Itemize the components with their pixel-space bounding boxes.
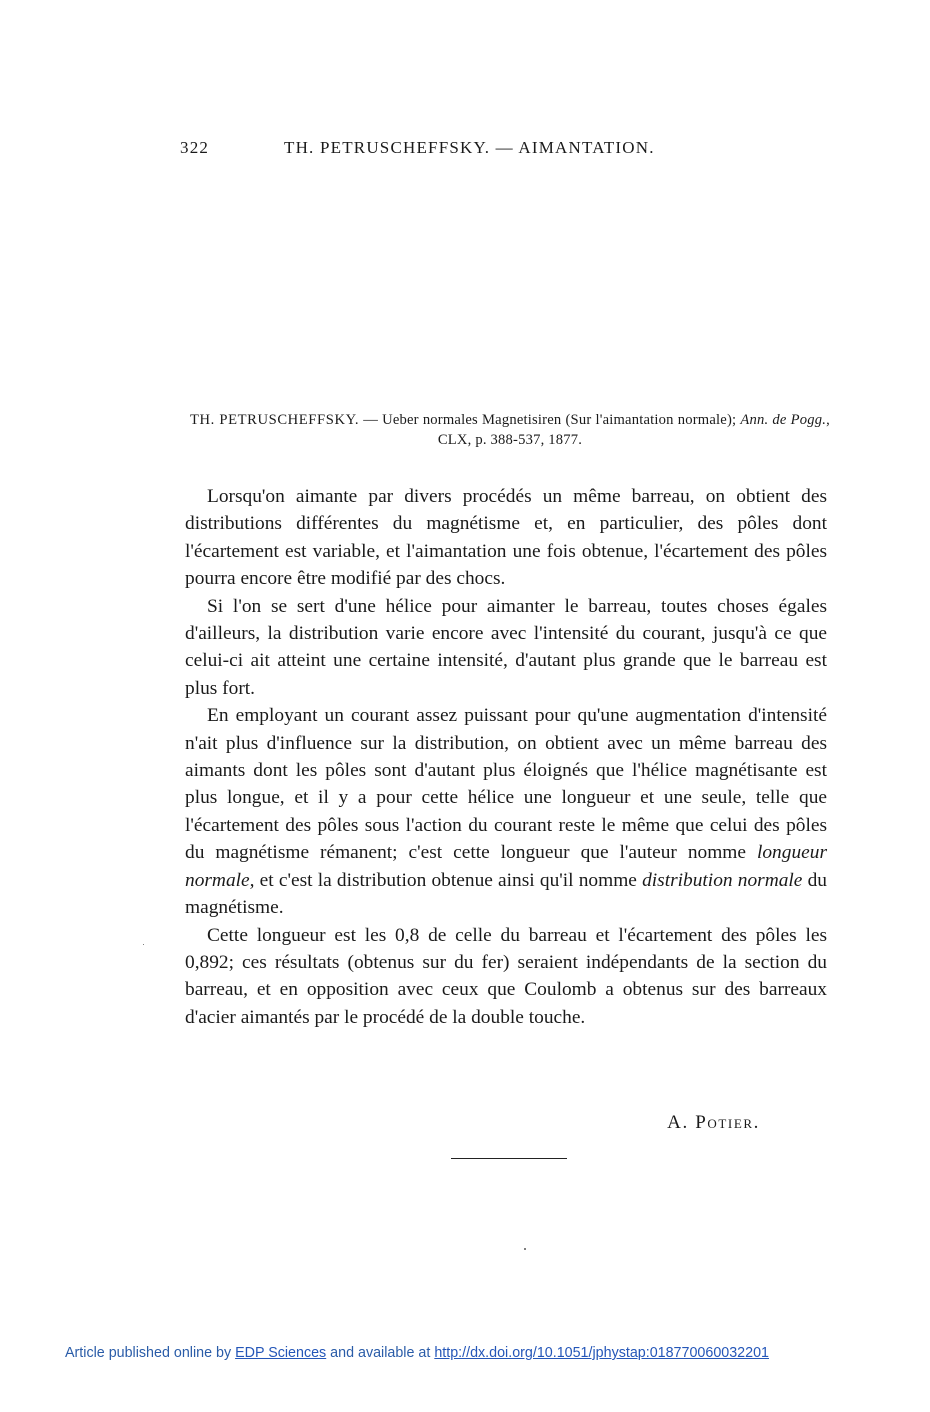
bibliographic-reference — [190, 410, 830, 450]
footer-prefix: Article published online by — [65, 1345, 236, 1361]
scan-speck — [143, 944, 144, 945]
running-title: TH. PETRUSCHEFFSKY. — AIMANTATION. — [284, 138, 655, 157]
signature — [560, 1112, 760, 1134]
article-body — [185, 483, 827, 1031]
paragraph-4: Cette longueur est les 0,8 de celle du barreau et l'écartement des pôles les 0,892; ces résultats (obtenus sur du fer) seraient indépendants de la section du barreau, et en opposition avec ceux que Coulomb a obtenus sur des barreaux d'acier aimantés par le procédé de la double touche. — [185, 924, 827, 1028]
paragraph-1: Lorsqu'on aimante par divers procédés un même barreau, on obtient des distributions différentes du magnétisme et, en particulier, des pôles dont l'écartement est variable, et l'aimantation une fois obtenue, l'écartement des pôles pourra encore être modifié par des chocs. — [185, 486, 827, 590]
end-rule — [451, 1158, 567, 1159]
signature-surname: Potier. — [695, 1112, 760, 1133]
paragraph-3 — [185, 702, 827, 921]
publication-footer — [65, 1345, 885, 1361]
scan-speck — [524, 1248, 526, 1250]
reference-author: TH. PETRUSCHEFFSKY. — [190, 412, 360, 428]
term-longueur-normale: longueur normale, — [185, 842, 827, 891]
paragraph-2: Si l'on se sert d'une hélice pour aimanter le barreau, toutes choses égales d'ailleurs, la distribution varie encore avec l'intensité du courant, jusqu'à ce que celui-ci ait atteint une certaine intensité, d'autant plus grande que le barreau est plus fort. — [185, 595, 827, 699]
reference-details: , CLX, p. 388-537, 1877. — [437, 412, 830, 448]
paragraph-3-part-b: et c'est la distribution obtenue ainsi qu'il nomme — [254, 869, 643, 891]
paragraph-3-part-a: En employant un courant assez puissant pour qu'une augmentation d'intensité n'ait plus d'influence sur la distribution, on obtient avec un même barreau des aimants dont les pôles sont d'autant plus éloignés que l'hélice magnétisante est plus longue, et il y a pour cette hélice une longueur et une seule, telle que l'écartement des pôles sous l'action du courant reste le même que celui des pôles du magnétisme rémanent; c'est cette longueur que l'auteur nomme — [185, 705, 827, 864]
reference-title: Ueber normales Magnetisiren (Sur l'aimantation normale); — [382, 412, 741, 428]
doi-link[interactable]: http://dx.doi.org/10.1051/jphystap:018770060032201 — [434, 1345, 769, 1361]
page-number: 322 — [180, 138, 210, 157]
paragraph-3-part-c: du magnétisme. — [185, 869, 827, 919]
reference-journal: Ann. de Pogg. — [740, 412, 827, 428]
signature-initial: A. — [667, 1112, 696, 1133]
publisher-link[interactable]: EDP Sciences — [235, 1345, 327, 1361]
running-head — [180, 138, 740, 162]
footer-middle: and available at — [326, 1345, 435, 1361]
term-distribution-normale: distribution normale — [642, 869, 803, 891]
reference-dash: — — [359, 412, 383, 428]
